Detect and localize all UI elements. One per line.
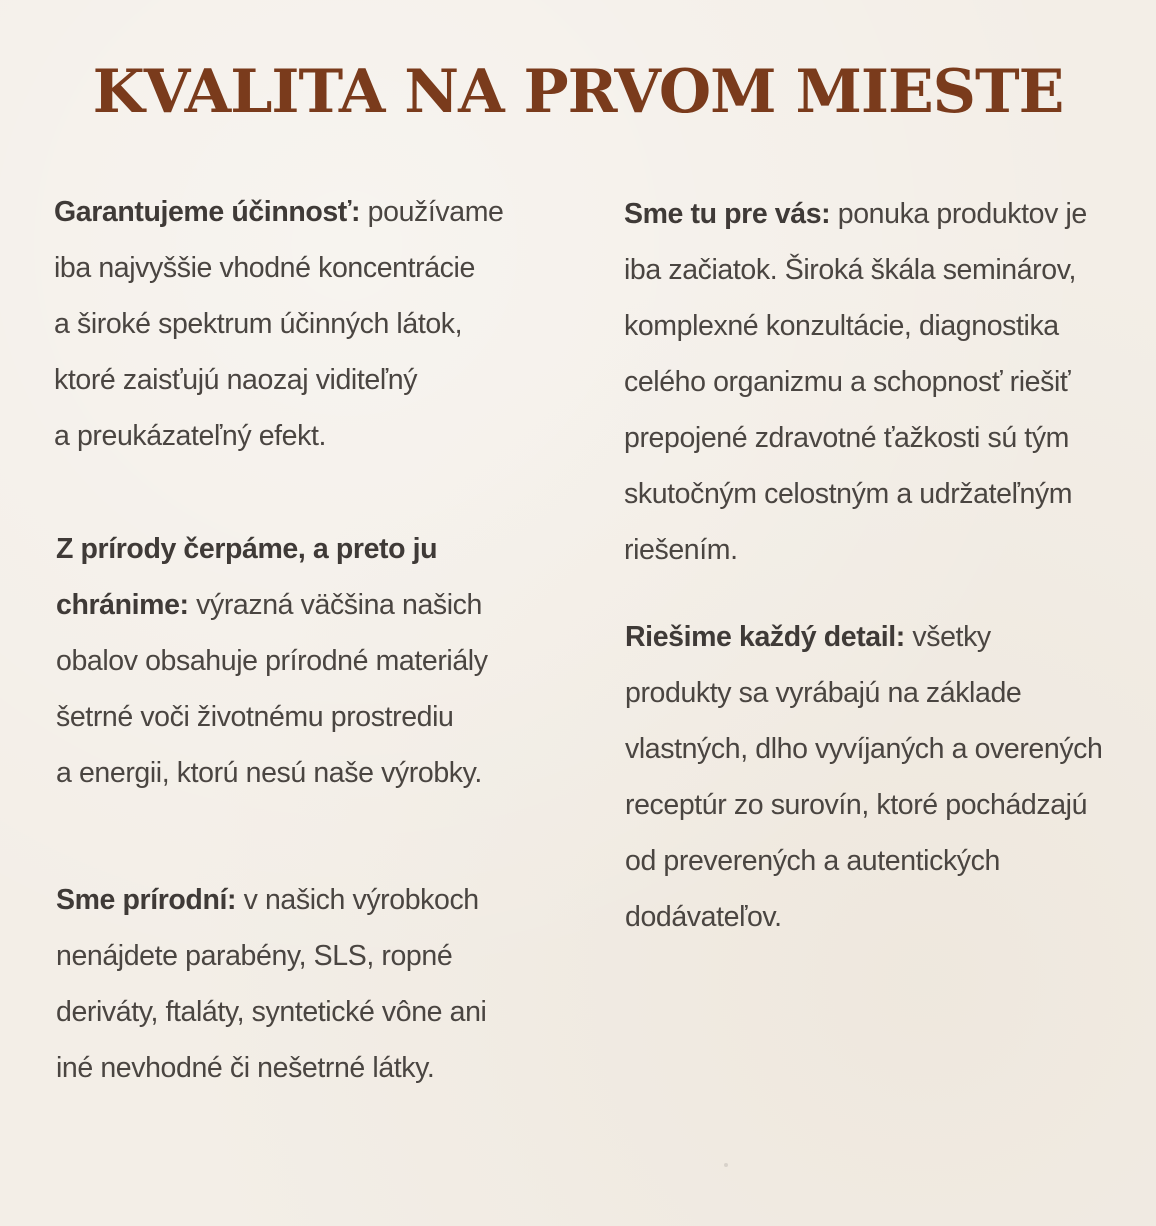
section-line: a energii, ktorú nesú naše výrobky.: [56, 757, 482, 789]
section-line: deriváty, ftaláty, syntetické vône ani: [56, 996, 487, 1028]
section-line: dodávateľov.: [625, 901, 782, 933]
section-line: Garantujeme účinnosť: používame: [54, 196, 504, 228]
section-line: a široké spektrum účinných látok,: [54, 308, 463, 340]
section-line: receptúr zo surovín, ktoré pochádzajú: [625, 789, 1088, 821]
section-line: produkty sa vyrábajú na základe: [625, 677, 1022, 709]
section-lead: Sme prírodní:: [56, 884, 237, 916]
quality-point-detail: [625, 609, 1135, 945]
section-lead: Z prírody čerpáme, a preto ju: [56, 533, 438, 565]
section-lead: Riešime každý detail:: [625, 621, 905, 653]
section-line: šetrné voči životnému prostrediu: [56, 701, 454, 733]
section-line: Riešime každý detail: všetky: [625, 621, 991, 653]
quality-point-support: [624, 186, 1134, 578]
section-line: chránime: výrazná väčšina našich: [56, 589, 482, 621]
paper-speck-decoration: [724, 1163, 728, 1167]
section-line: komplexné konzultácie, diagnostika: [624, 310, 1059, 342]
page-title: KVALITA NA PRVOM MIESTE: [92, 57, 1064, 127]
section-line: Sme prírodní: v našich výrobkoch: [56, 884, 479, 916]
section-line: a preukázateľný efekt.: [54, 420, 327, 452]
quality-point-natural: [56, 872, 576, 1096]
section-line: prepojené zdravotné ťažkosti sú tým: [624, 422, 1070, 454]
quality-point-effectiveness: [54, 184, 574, 464]
section-line: vlastných, dlho vyvíjaných a overených: [625, 733, 1103, 765]
section-line: skutočným celostným a udržateľným: [624, 478, 1073, 510]
section-line: Sme tu pre vás: ponuka produktov je: [624, 198, 1087, 230]
section-line: iba najvyššie vhodné koncentrácie: [54, 252, 475, 284]
section-line: iné nevhodné či nešetrné látky.: [56, 1052, 435, 1084]
section-line: riešením.: [624, 534, 738, 566]
section-lead: Sme tu pre vás:: [624, 198, 831, 230]
section-line: celého organizmu a schopnosť riešiť: [624, 366, 1071, 398]
section-line: nenájdete parabény, SLS, ropné: [56, 940, 453, 972]
section-lead: chránime:: [56, 589, 189, 621]
section-line: ktoré zaisťujú naozaj viditeľný: [54, 364, 418, 396]
section-lead: Garantujeme účinnosť:: [54, 196, 361, 228]
section-line: od preverených a autentických: [625, 845, 1000, 877]
quality-point-nature-protection: [56, 521, 576, 801]
section-line: iba začiatok. Široká škála seminárov,: [624, 254, 1076, 286]
section-line: obalov obsahuje prírodné materiály: [56, 645, 488, 677]
